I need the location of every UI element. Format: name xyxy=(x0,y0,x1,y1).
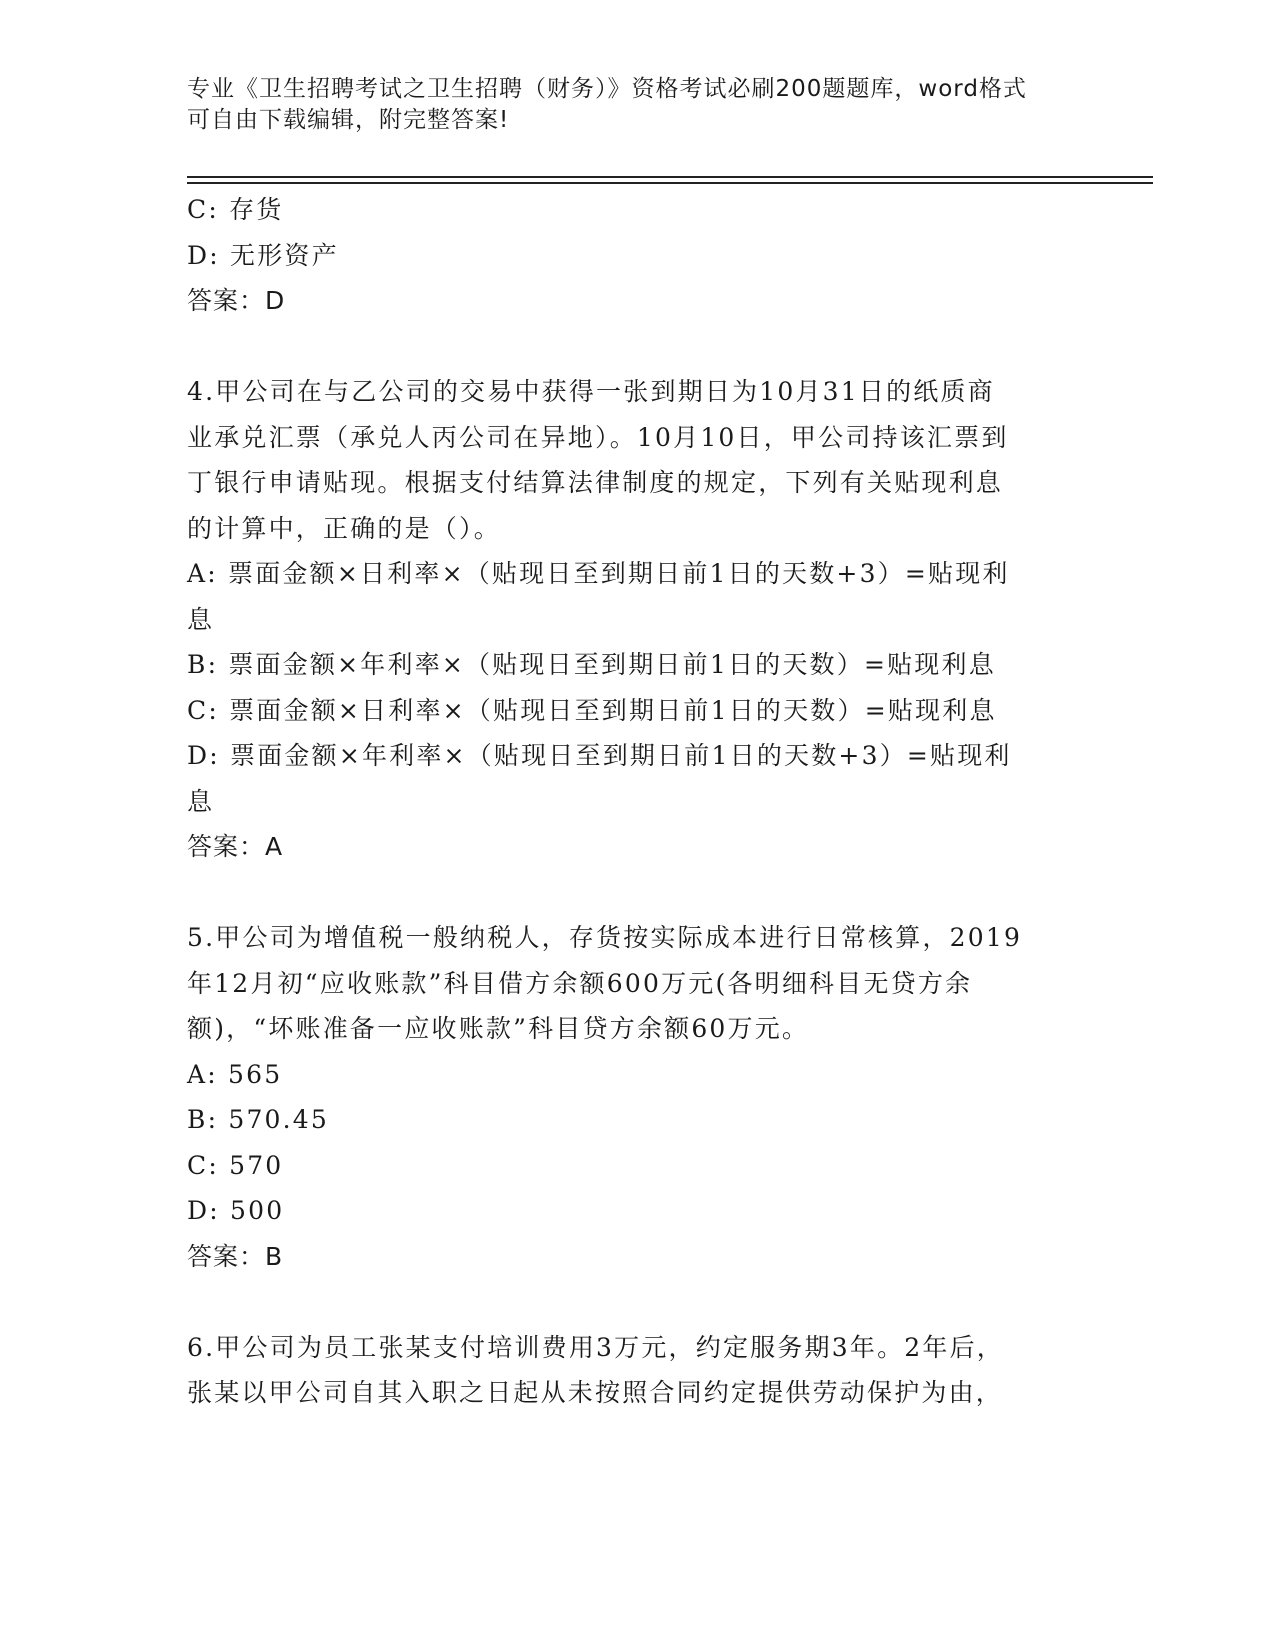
document-header xyxy=(187,74,1067,136)
option-d: D: 票面金额×年利率×（贴现日至到期日前1日的天数+3）=贴现利 xyxy=(187,741,1012,770)
header-title-line-1: 专业《卫生招聘考试之卫生招聘（财务）》资格考试必刷200题题库，word格式 xyxy=(187,76,1027,102)
option-a: A: 565 xyxy=(187,1059,283,1089)
spacer xyxy=(187,1279,1087,1325)
question-text-line: 5.甲公司为增值税一般纳税人，存货按实际成本进行日常核算，2019 xyxy=(187,923,1023,952)
answer-label: 答案：A xyxy=(187,832,284,861)
option-d: D: 500 xyxy=(187,1196,285,1225)
option-b: B: 票面金额×年利率×（贴现日至到期日前1日的天数）=贴现利息 xyxy=(187,650,996,679)
option-d-continued: 息 xyxy=(187,786,215,816)
option-a: A: 票面金额×日利率×（贴现日至到期日前1日的天数+3）=贴现利 xyxy=(187,559,1010,588)
document-body xyxy=(187,187,1087,1416)
question-text-line: 4.甲公司在与乙公司的交易中获得一张到期日为10月31日的纸质商 xyxy=(187,377,995,406)
answer-label: 答案：D xyxy=(187,286,286,315)
option-c: C: 票面金额×日利率×（贴现日至到期日前1日的天数）=贴现利息 xyxy=(187,695,997,725)
option-c: C: 570 xyxy=(187,1150,284,1180)
question-text-line: 年12月初“应收账款”科目借方余额600万元(各明细科目无贷方余 xyxy=(187,968,973,998)
header-rule-top xyxy=(187,176,1153,178)
question-text-line: 丁银行申请贴现。根据支付结算法律制度的规定，下列有关贴现利息 xyxy=(187,468,1004,497)
question-text-line: 6.甲公司为员工张某支付培训费用3万元，约定服务期3年。2年后， xyxy=(187,1332,1004,1362)
question-4 xyxy=(187,369,1087,870)
header-rule-bottom xyxy=(187,182,1153,184)
question-text-line: 张某以甲公司自其入职之日起从未按照合同约定提供劳动保护为由， xyxy=(187,1378,1004,1407)
question-text-line: 业承兑汇票（承兑人丙公司在异地）。10月10日，甲公司持该汇票到 xyxy=(187,422,1009,452)
option-d: D: 无形资产 xyxy=(187,240,339,270)
question-5 xyxy=(187,915,1087,1279)
question-3-tail xyxy=(187,187,1087,324)
option-b: B: 570.45 xyxy=(187,1105,330,1134)
question-text-line: 额)，“坏账准备一应收账款”科目贷方余额60万元。 xyxy=(187,1014,810,1043)
spacer xyxy=(187,870,1087,916)
question-text-line: 的计算中，正确的是（）。 xyxy=(187,513,501,543)
option-a-continued: 息 xyxy=(187,604,215,634)
header-title-line-2: 可自由下载编辑，附完整答案! xyxy=(187,107,510,133)
spacer xyxy=(187,324,1087,370)
answer-label: 答案：B xyxy=(187,1241,284,1271)
question-6 xyxy=(187,1325,1087,1416)
option-c: C: 存货 xyxy=(187,195,284,224)
